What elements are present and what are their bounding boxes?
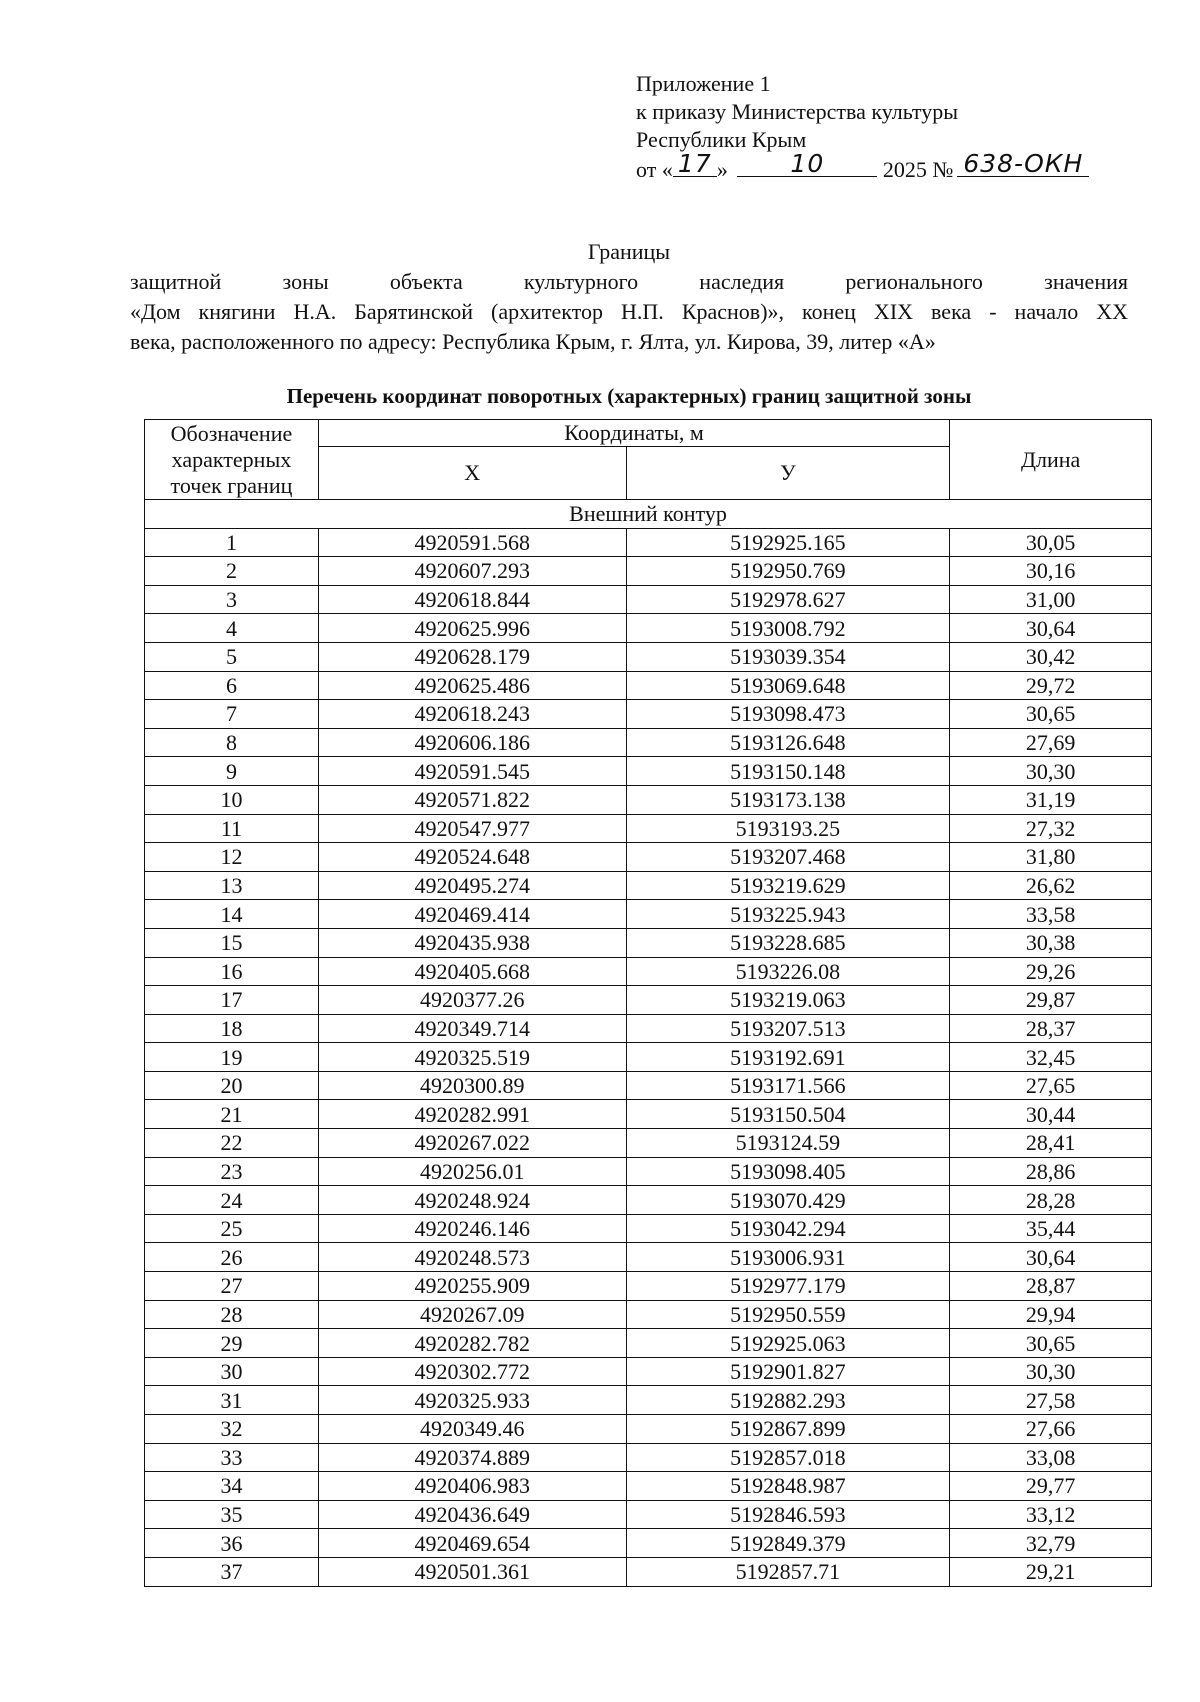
y-coordinate-cell: 5192867.899 [626,1415,950,1444]
appendix-header [636,70,1089,184]
handwritten-day: 17 [677,149,712,178]
section-outer-contour: Внешний контур [145,500,1152,529]
point-number-cell: 36 [145,1529,319,1558]
x-coordinate-cell: 4920282.782 [318,1329,626,1358]
table-row [145,814,1152,843]
title-line-1: защитной зоны объекта культурного наследия регионального значения [130,269,1128,294]
table-row [145,557,1152,586]
length-cell: 33,08 [950,1443,1152,1472]
x-coordinate-cell: 4920495.274 [318,871,626,900]
y-coordinate-cell: 5193039.354 [626,642,950,671]
x-coordinate-cell: 4920591.545 [318,757,626,786]
y-coordinate-cell: 5193192.691 [626,1043,950,1072]
table-row [145,1329,1152,1358]
table-row [145,1357,1152,1386]
x-coordinate-cell: 4920325.519 [318,1043,626,1072]
length-cell: 30,05 [950,528,1152,557]
title-heading: Границы [587,239,671,264]
point-number-cell: 10 [145,785,319,814]
x-coordinate-cell: 4920606.186 [318,728,626,757]
y-coordinate-cell: 5192857.018 [626,1443,950,1472]
length-cell: 33,58 [950,900,1152,929]
length-cell: 29,77 [950,1472,1152,1501]
x-coordinate-cell: 4920625.996 [318,614,626,643]
table-row [145,1186,1152,1215]
x-coordinate-cell: 4920377.26 [318,986,626,1015]
y-coordinate-cell: 5193006.931 [626,1243,950,1272]
table-row [145,957,1152,986]
table-row [145,1529,1152,1558]
x-coordinate-cell: 4920469.414 [318,900,626,929]
table-row [145,614,1152,643]
y-coordinate-cell: 5192950.559 [626,1300,950,1329]
y-coordinate-cell: 5193226.08 [626,957,950,986]
y-coordinate-cell: 5192925.165 [626,528,950,557]
order-number-field [957,149,1089,178]
appendix-line-3: Республики Крым [636,127,807,152]
length-cell: 29,87 [950,986,1152,1015]
y-coordinate-cell: 5193098.405 [626,1157,950,1186]
point-number-cell: 20 [145,1071,319,1100]
table-row [145,1443,1152,1472]
length-cell: 29,94 [950,1300,1152,1329]
point-number-cell: 37 [145,1557,319,1586]
header-length: Длина [950,420,1152,500]
length-cell: 30,65 [950,1329,1152,1358]
point-number-cell: 34 [145,1472,319,1501]
day-field [673,149,717,178]
header-x: X [318,447,626,500]
y-coordinate-cell: 5193171.566 [626,1071,950,1100]
x-coordinate-cell: 4920282.991 [318,1100,626,1129]
table-row [145,642,1152,671]
point-number-cell: 35 [145,1500,319,1529]
x-coordinate-cell: 4920524.648 [318,843,626,872]
table-row [145,1071,1152,1100]
order-date-line [636,149,1089,184]
y-coordinate-cell: 5193219.063 [626,986,950,1015]
table-row [145,843,1152,872]
point-number-cell: 24 [145,1186,319,1215]
point-number-cell: 7 [145,700,319,729]
y-coordinate-cell: 5192849.379 [626,1529,950,1558]
x-coordinate-cell: 4920248.924 [318,1186,626,1215]
x-coordinate-cell: 4920406.983 [318,1472,626,1501]
date-prefix: от « [636,157,673,182]
length-cell: 30,64 [950,614,1152,643]
point-number-cell: 9 [145,757,319,786]
table-row [145,528,1152,557]
x-coordinate-cell: 4920469.654 [318,1529,626,1558]
table-row [145,1043,1152,1072]
point-number-cell: 26 [145,1243,319,1272]
point-number-cell: 13 [145,871,319,900]
length-cell: 26,62 [950,871,1152,900]
point-number-cell: 33 [145,1443,319,1472]
y-coordinate-cell: 5193126.648 [626,728,950,757]
length-cell: 32,79 [950,1529,1152,1558]
y-coordinate-cell: 5193042.294 [626,1214,950,1243]
point-number-cell: 32 [145,1415,319,1444]
y-coordinate-cell: 5193150.148 [626,757,950,786]
y-coordinate-cell: 5192882.293 [626,1386,950,1415]
month-field [737,149,877,178]
table-row [145,928,1152,957]
header-y: У [626,447,950,500]
title-line-3: века, расположенного по адресу: Республика Крым, г. Ялта, ул. Кирова, 39, литер «А» [130,329,936,354]
y-coordinate-cell: 5192977.179 [626,1272,950,1301]
handwritten-month: 10 [790,149,825,178]
point-number-cell: 18 [145,1014,319,1043]
length-cell: 30,42 [950,642,1152,671]
point-number-cell: 30 [145,1357,319,1386]
appendix-line-2: к приказу Министерства культуры [636,99,959,124]
x-coordinate-cell: 4920591.568 [318,528,626,557]
table-row [145,700,1152,729]
table-row [145,1157,1152,1186]
length-cell: 30,30 [950,1357,1152,1386]
table-row [145,1300,1152,1329]
y-coordinate-cell: 5193098.473 [626,700,950,729]
point-number-cell: 21 [145,1100,319,1129]
y-coordinate-cell: 5193124.59 [626,1129,950,1158]
point-number-cell: 12 [145,843,319,872]
length-cell: 27,32 [950,814,1152,843]
point-number-cell: 22 [145,1129,319,1158]
document-title [130,237,1128,357]
point-number-cell: 15 [145,928,319,957]
table-row [145,900,1152,929]
x-coordinate-cell: 4920618.844 [318,585,626,614]
y-coordinate-cell: 5192950.769 [626,557,950,586]
length-cell: 28,41 [950,1129,1152,1158]
y-coordinate-cell: 5192978.627 [626,585,950,614]
y-coordinate-cell: 5193150.504 [626,1100,950,1129]
x-coordinate-cell: 4920625.486 [318,671,626,700]
x-coordinate-cell: 4920501.361 [318,1557,626,1586]
point-number-cell: 19 [145,1043,319,1072]
x-coordinate-cell: 4920405.668 [318,957,626,986]
x-coordinate-cell: 4920246.146 [318,1214,626,1243]
y-coordinate-cell: 5192846.593 [626,1500,950,1529]
title-line-2: «Дом княгини Н.А. Барятинской (архитектор Н.П. Краснов)», конец XIX века - начало XX [130,299,1128,324]
handwritten-order-number: 638-ОКН [963,149,1084,178]
point-number-cell: 25 [145,1214,319,1243]
length-cell: 33,12 [950,1500,1152,1529]
table-row [145,1214,1152,1243]
y-coordinate-cell: 5192857.71 [626,1557,950,1586]
y-coordinate-cell: 5193070.429 [626,1186,950,1215]
length-cell: 28,28 [950,1186,1152,1215]
header-point-designation: Обозначение характерных точек границ [145,420,319,500]
point-number-cell: 29 [145,1329,319,1358]
point-number-cell: 31 [145,1386,319,1415]
length-cell: 30,38 [950,928,1152,957]
point-number-cell: 3 [145,585,319,614]
x-coordinate-cell: 4920349.46 [318,1415,626,1444]
x-coordinate-cell: 4920628.179 [318,642,626,671]
length-cell: 31,19 [950,785,1152,814]
table-row [145,1557,1152,1586]
point-number-cell: 2 [145,557,319,586]
table-row [145,757,1152,786]
length-cell: 28,86 [950,1157,1152,1186]
length-cell: 29,72 [950,671,1152,700]
table-row [145,1014,1152,1043]
coordinates-table [144,419,1152,1587]
y-coordinate-cell: 5193193.25 [626,814,950,843]
x-coordinate-cell: 4920374.889 [318,1443,626,1472]
length-cell: 27,69 [950,728,1152,757]
appendix-line-1: Приложение 1 [636,71,771,96]
length-cell: 30,16 [950,557,1152,586]
table-row [145,1100,1152,1129]
point-number-cell: 8 [145,728,319,757]
length-cell: 27,58 [950,1386,1152,1415]
table-row [145,785,1152,814]
length-cell: 27,65 [950,1071,1152,1100]
point-number-cell: 1 [145,528,319,557]
table-row [145,1129,1152,1158]
x-coordinate-cell: 4920435.938 [318,928,626,957]
table-row [145,871,1152,900]
length-cell: 35,44 [950,1214,1152,1243]
x-coordinate-cell: 4920436.649 [318,1500,626,1529]
point-number-cell: 27 [145,1272,319,1301]
point-number-cell: 28 [145,1300,319,1329]
x-coordinate-cell: 4920256.01 [318,1157,626,1186]
y-coordinate-cell: 5193225.943 [626,900,950,929]
x-coordinate-cell: 4920255.909 [318,1272,626,1301]
length-cell: 32,45 [950,1043,1152,1072]
x-coordinate-cell: 4920248.573 [318,1243,626,1272]
point-number-cell: 5 [145,642,319,671]
x-coordinate-cell: 4920607.293 [318,557,626,586]
length-cell: 31,80 [950,843,1152,872]
x-coordinate-cell: 4920571.822 [318,785,626,814]
header-coordinates: Координаты, м [318,420,949,447]
table-row [145,585,1152,614]
length-cell: 30,65 [950,700,1152,729]
y-coordinate-cell: 5193008.792 [626,614,950,643]
point-number-cell: 4 [145,614,319,643]
y-coordinate-cell: 5193069.648 [626,671,950,700]
length-cell: 30,30 [950,757,1152,786]
point-number-cell: 11 [145,814,319,843]
length-cell: 28,87 [950,1272,1152,1301]
y-coordinate-cell: 5193228.685 [626,928,950,957]
table-row [145,1415,1152,1444]
table-row [145,1500,1152,1529]
y-coordinate-cell: 5192925.063 [626,1329,950,1358]
x-coordinate-cell: 4920300.89 [318,1071,626,1100]
length-cell: 29,26 [950,957,1152,986]
y-coordinate-cell: 5192901.827 [626,1357,950,1386]
point-number-cell: 14 [145,900,319,929]
table-row [145,1272,1152,1301]
length-cell: 27,66 [950,1415,1152,1444]
length-cell: 30,64 [950,1243,1152,1272]
y-coordinate-cell: 5193219.629 [626,871,950,900]
length-cell: 28,37 [950,1014,1152,1043]
x-coordinate-cell: 4920547.977 [318,814,626,843]
point-number-cell: 6 [145,671,319,700]
y-coordinate-cell: 5193173.138 [626,785,950,814]
table-row [145,1472,1152,1501]
point-number-cell: 17 [145,986,319,1015]
date-mid: » [716,157,728,182]
table-row [145,1386,1152,1415]
y-coordinate-cell: 5193207.468 [626,843,950,872]
x-coordinate-cell: 4920302.772 [318,1357,626,1386]
x-coordinate-cell: 4920349.714 [318,1014,626,1043]
x-coordinate-cell: 4920267.09 [318,1300,626,1329]
x-coordinate-cell: 4920618.243 [318,700,626,729]
table-row [145,671,1152,700]
y-coordinate-cell: 5193207.513 [626,1014,950,1043]
table-row [145,1243,1152,1272]
year-number-label: 2025 № [882,157,954,182]
point-number-cell: 23 [145,1157,319,1186]
table-row [145,728,1152,757]
length-cell: 30,44 [950,1100,1152,1129]
table-heading: Перечень координат поворотных (характерных) границ защитной зоны [286,384,972,408]
point-number-cell: 16 [145,957,319,986]
table-row [145,986,1152,1015]
x-coordinate-cell: 4920325.933 [318,1386,626,1415]
length-cell: 29,21 [950,1557,1152,1586]
length-cell: 31,00 [950,585,1152,614]
x-coordinate-cell: 4920267.022 [318,1129,626,1158]
y-coordinate-cell: 5192848.987 [626,1472,950,1501]
